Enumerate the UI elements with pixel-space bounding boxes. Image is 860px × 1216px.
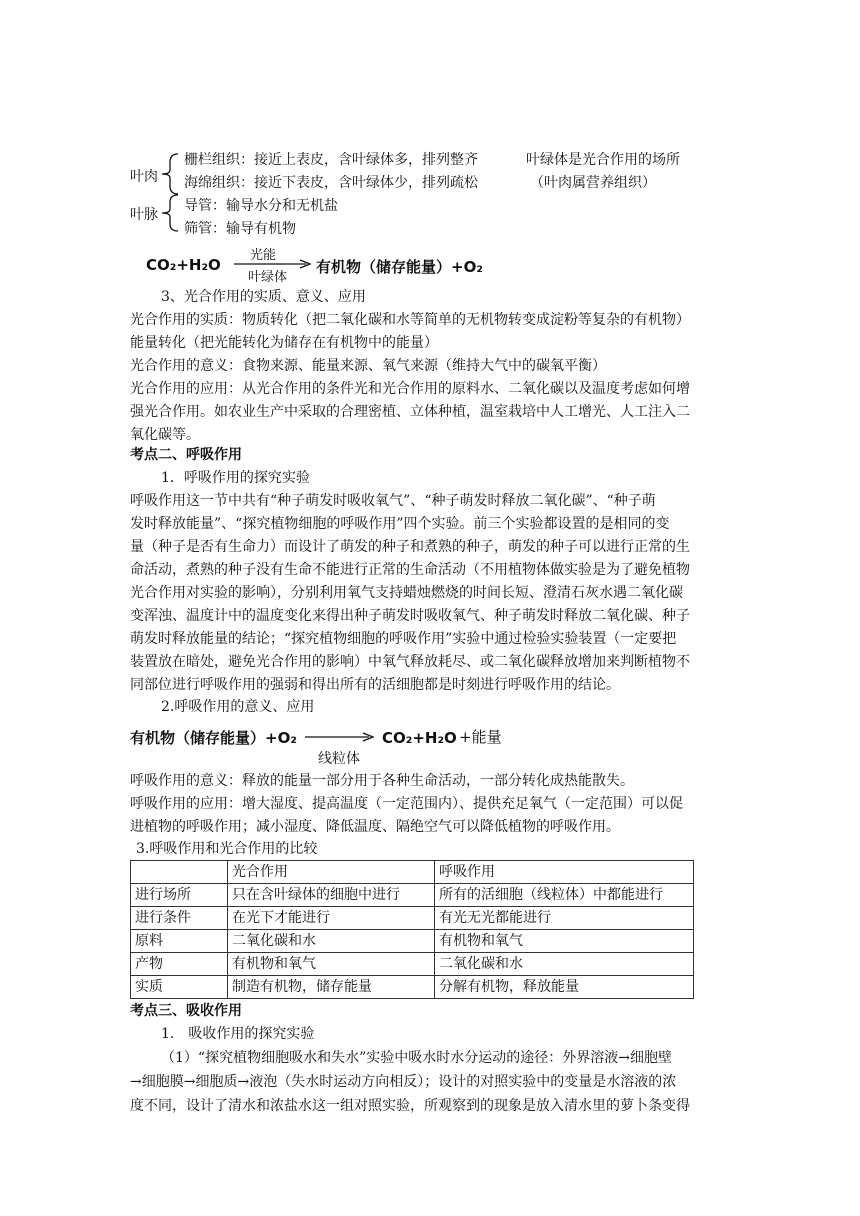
table-cell: 二氧化碳和水 <box>228 930 435 953</box>
table-header-cell <box>131 861 228 884</box>
table-cell: 在光下才能进行 <box>228 907 435 930</box>
comparison-table <box>130 860 694 999</box>
table-header-cell: 呼吸作用 <box>435 861 694 884</box>
vessel-line: 导管：输导水分和无机盐 <box>184 198 338 214</box>
essence-line-2: 能量转化（把光能转化为储存在有机物中的能量） <box>130 335 438 351</box>
table-cell: 实质 <box>131 976 228 999</box>
resp-application-line-1: 呼吸作用的应用：增大湿度、提高温度（一定范围内）、提供充足氧气（一定范围）可以促 <box>130 796 683 812</box>
resp-paragraph-line-7: 萌发时释放能量的结论；“探究植物细胞的呼吸作用”实验中通过检验实验装置（一定要把 <box>130 631 677 647</box>
respiration-arrow-icon <box>305 731 375 743</box>
vein-brace-icon <box>158 193 180 233</box>
vein-label: 叶脉 <box>130 207 158 223</box>
table-cell: 有机物和氧气 <box>435 930 694 953</box>
table-cell: 只在含叶绿体的细胞中进行 <box>228 884 435 907</box>
table-row <box>131 953 694 976</box>
palisade-tissue: 栅栏组织：接近上表皮，含叶绿体多，排列整齐 <box>184 152 478 168</box>
resp-paragraph-line-4: 命活动，煮熟的种子没有生命不能进行正常的生命活动（不用植物体做实验是为了避免植物 <box>130 562 690 578</box>
table-row <box>131 976 694 999</box>
kaodian2-title: 考点二、呼吸作用 <box>130 447 242 463</box>
resp-paragraph-line-8: 装置放在暗处，避免光合作用的影响）中氧气释放耗尽、或二氧化碳释放增加来判断植物不 <box>130 654 690 670</box>
absorb1-heading: 1. 吸收作用的探究实验 <box>161 1026 315 1042</box>
table-row <box>131 907 694 930</box>
table-cell: 有机物和氧气 <box>228 953 435 976</box>
resp-paragraph-line-2: 发时释放能量”、“探究植物细胞的呼吸作用”四个实验。前三个实验都设置的是相同的变 <box>130 516 670 532</box>
table-cell: 有光无光都能进行 <box>435 907 694 930</box>
table-cell: 原料 <box>131 930 228 953</box>
comparison-heading: 3.呼吸作用和光合作用的比较 <box>136 841 318 857</box>
table-cell: 分解有机物，释放能量 <box>435 976 694 999</box>
mesophyll-brace-icon <box>158 152 180 196</box>
table-cell: 进行条件 <box>131 907 228 930</box>
resp-paragraph-line-9: 同部位进行呼吸作用的强弱和得出所有的活细胞都是时刻进行呼吸作用的结论。 <box>130 677 620 693</box>
kaodian3-title: 考点三、吸收作用 <box>130 1003 242 1019</box>
resp-paragraph-line-1: 呼吸作用这一节中共有“种子萌发时吸收氧气”、“种子萌发时释放二氧化碳”、“种子萌 <box>130 493 656 509</box>
section3-heading: 3、光合作用的实质、意义、应用 <box>161 289 366 305</box>
photosynthesis-condition-chloroplast: 叶绿体 <box>248 270 288 285</box>
table-cell: 制造有机物，储存能量 <box>228 976 435 999</box>
resp-paragraph-line-5: 光合作用对实验的影响），分别利用氧气支持蜡烛燃烧的时间长短、澄清石灰水遇二氧化碳 <box>130 585 683 601</box>
spongy-tissue: 海绵组织：接近下表皮，含叶绿体少，排列疏松 <box>184 175 478 191</box>
respiration-condition-mitochondria: 线粒体 <box>318 751 360 767</box>
application-line-2: 强光合作用。如农业生产中采取的合理密植、立体种植，温室栽培中人工增光、人工注入二 <box>130 404 690 420</box>
table-cell: 所有的活细胞（线粒体）中都能进行 <box>435 884 694 907</box>
absorb-paragraph-line-2: →细胞膜→细胞质→液泡（失水时运动方向相反）；设计的对照实验中的变量是水溶液的浓 <box>130 1074 677 1090</box>
significance-line: 光合作用的意义：食物来源、能量来源、氧气来源（维持大气中的碳氧平衡） <box>130 358 606 374</box>
table-cell: 产物 <box>131 953 228 976</box>
table-row <box>131 884 694 907</box>
table-cell: 二氧化碳和水 <box>435 953 694 976</box>
table-cell: 进行场所 <box>131 884 228 907</box>
table-header-cell: 光合作用 <box>228 861 435 884</box>
respiration-products: CO₂+H₂O <box>382 729 457 747</box>
resp2-heading: 2.呼吸作用的意义、应用 <box>161 699 315 715</box>
photosynthesis-condition-light: 光能 <box>250 248 277 263</box>
photosynthesis-reactants: CO₂+H₂O <box>146 256 221 274</box>
chloroplast-note: 叶绿体是光合作用的场所 <box>526 152 680 168</box>
table-row <box>131 930 694 953</box>
table-header-row <box>131 861 694 884</box>
resp-significance: 呼吸作用的意义：释放的能量一部分用于各种生命活动，一部分转化成热能散失。 <box>130 773 634 789</box>
sieve-line: 筛管：输导有机物 <box>184 221 296 237</box>
application-line-3: 氧化碳等。 <box>130 427 200 443</box>
absorb-paragraph-line-3: 度不同，设计了清水和浓盐水这一组对照实验，所观察到的现象是放入清水里的萝卜条变得 <box>130 1098 690 1114</box>
absorb-paragraph-line-1: （1）“探究植物细胞吸水和失水”实验中吸水时水分运动的途径：外界溶液→细胞壁 <box>161 1050 672 1066</box>
application-line-1: 光合作用的应用：从光合作用的条件光和光合作用的原料水、二氧化碳以及温度考虑如何增 <box>130 381 690 397</box>
respiration-energy: +能量 <box>459 728 502 746</box>
resp1-heading: 1．呼吸作用的探究实验 <box>161 470 310 486</box>
photosynthesis-products: 有机物（储存能量）+O₂ <box>316 258 483 276</box>
mesophyll-note: （叶肉属营养组织） <box>530 175 656 191</box>
resp-application-line-2: 进植物的呼吸作用；减小湿度、降低温度、隔绝空气可以降低植物的呼吸作用。 <box>130 819 620 835</box>
essence-line-1: 光合作用的实质：物质转化（把二氧化碳和水等简单的无机物转变成淀粉等复杂的有机物） <box>130 312 690 328</box>
respiration-reactants: 有机物（储存能量）+O₂ <box>130 729 297 747</box>
mesophyll-label: 叶肉 <box>130 169 158 185</box>
resp-paragraph-line-6: 变浑浊、温度计中的温度变化来得出种子萌发时吸收氧气、种子萌发时释放二氧化碳、种子 <box>130 608 690 624</box>
resp-paragraph-line-3: 量（种子是否有生命力）而设计了萌发的种子和煮熟的种子，萌发的种子可以进行正常的生 <box>130 539 690 555</box>
